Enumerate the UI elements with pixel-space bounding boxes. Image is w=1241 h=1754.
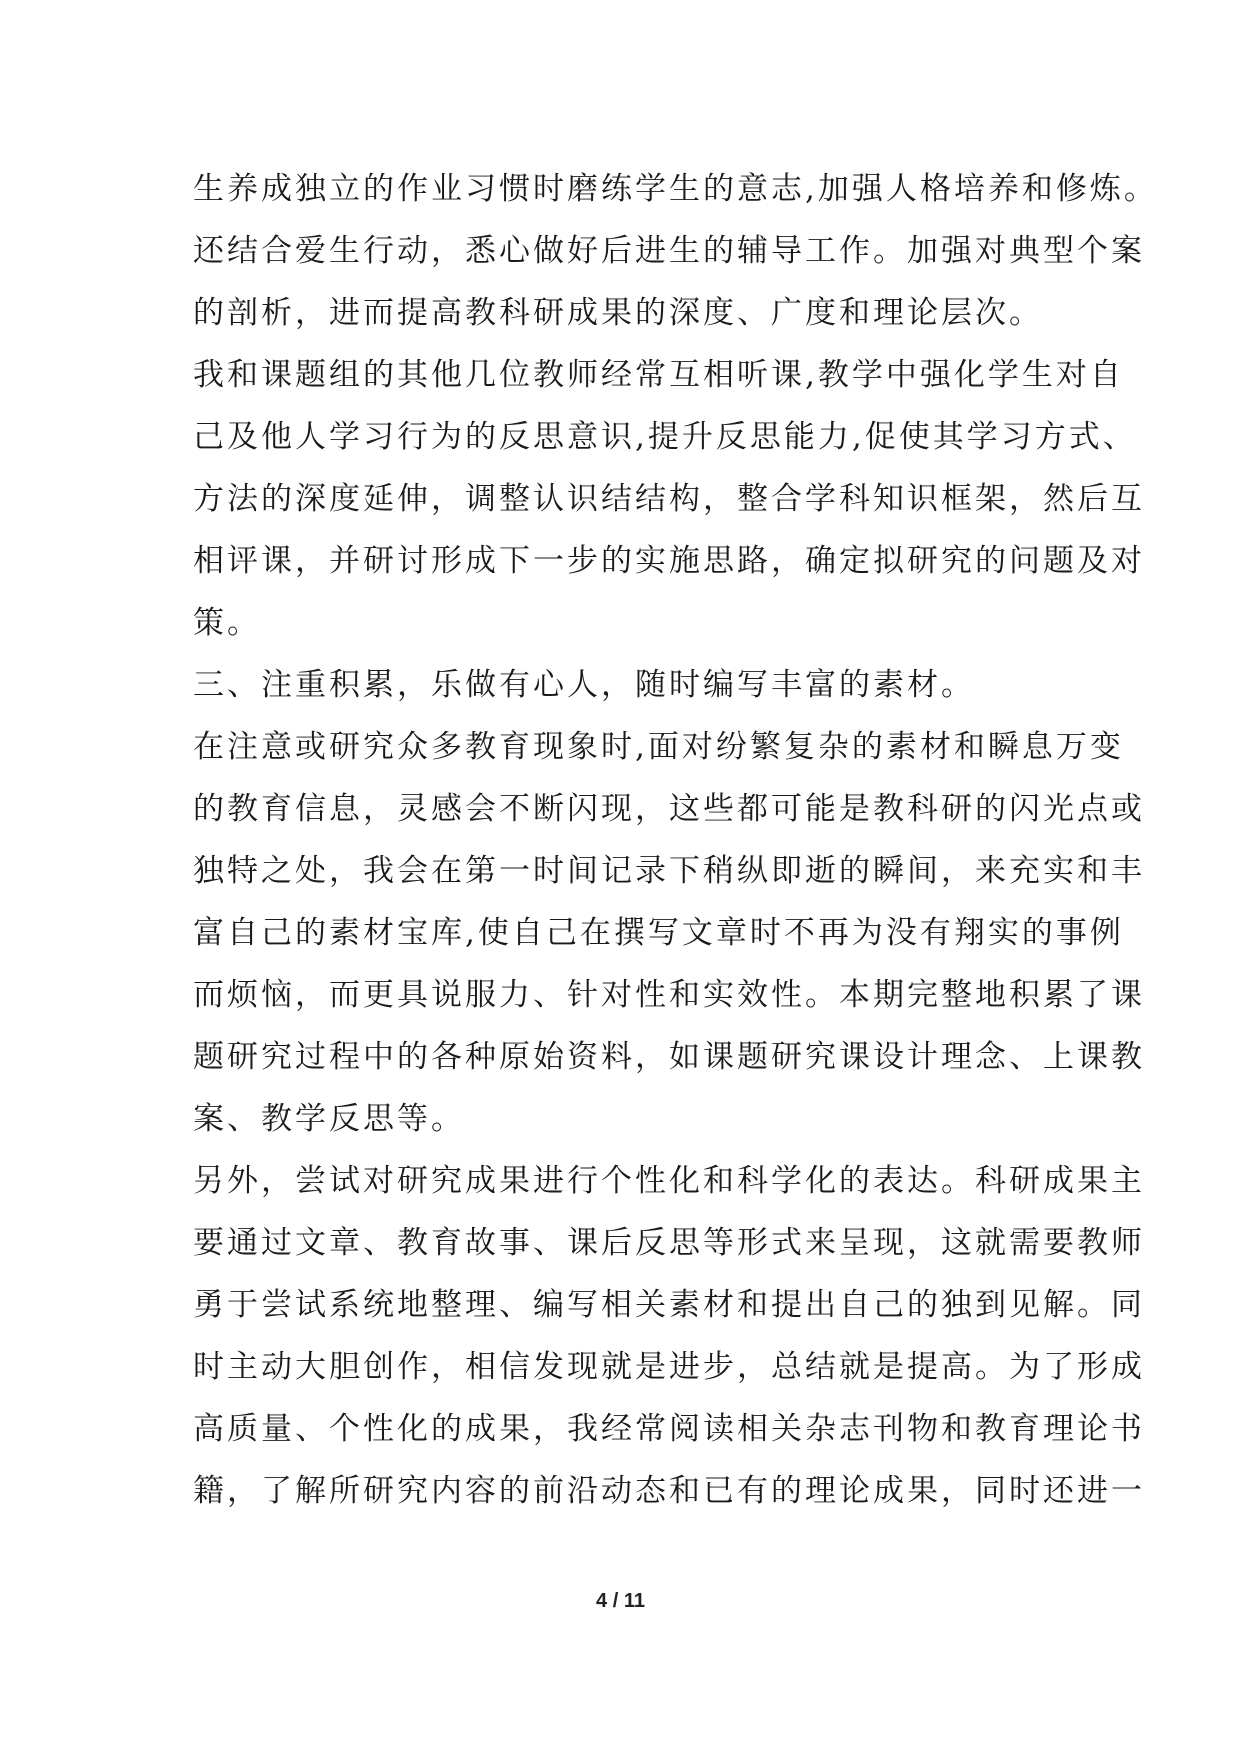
body-text [193, 158, 1158, 1522]
text-line: 独特之处，我会在第一时间记录下稍纵即逝的瞬间，来充实和丰 [193, 853, 1145, 889]
text-line: 勇于尝试系统地整理、编写相关素材和提出自己的独到见解。同 [193, 1287, 1145, 1323]
text-line: 在注意或研究众多教育现象时,面对纷繁复杂的素材和瞬息万变 [193, 729, 1124, 765]
text-line: 富自己的素材宝库,使自己在撰写文章时不再为没有翔实的事例 [193, 915, 1124, 951]
text-line: 时主动大胆创作，相信发现就是进步，总结就是提高。为了形成 [193, 1349, 1145, 1385]
text-line: 的剖析，进而提高教科研成果的深度、广度和理论层次。 [193, 295, 1043, 331]
text-line: 题研究过程中的各种原始资料，如课题研究课设计理念、上课教 [193, 1039, 1145, 1075]
text-line: 我和课题组的其他几位教师经常互相听课,教学中强化学生对自 [193, 357, 1124, 393]
text-line: 还结合爱生行动，悉心做好后进生的辅导工作。加强对典型个案 [193, 233, 1145, 269]
text-line: 相评课，并研讨形成下一步的实施思路，确定拟研究的问题及对 [193, 543, 1145, 579]
page-number: 4 / 11 [596, 1590, 645, 1612]
text-line: 而烦恼，而更具说服力、针对性和实效性。本期完整地积累了课 [193, 977, 1145, 1013]
text-line: 案、教学反思等。 [193, 1101, 465, 1137]
text-line: 要通过文章、教育故事、课后反思等形式来呈现，这就需要教师 [193, 1225, 1145, 1261]
text-line: 高质量、个性化的成果，我经常阅读相关杂志刊物和教育理论书 [193, 1411, 1145, 1447]
text-line: 另外，尝试对研究成果进行个性化和科学化的表达。科研成果主 [193, 1163, 1145, 1199]
section-heading: 三、注重积累，乐做有心人，随时编写丰富的素材。 [193, 667, 975, 703]
text-line: 方法的深度延伸，调整认识结结构，整合学科知识框架，然后互 [193, 481, 1145, 517]
text-line: 策。 [193, 605, 261, 641]
text-line: 己及他人学习行为的反思意识,提升反思能力,促使其学习方式、 [193, 419, 1137, 455]
text-line: 的教育信息，灵感会不断闪现，这些都可能是教科研的闪光点或 [193, 791, 1145, 827]
text-line: 籍，了解所研究内容的前沿动态和已有的理论成果，同时还进一 [193, 1473, 1145, 1509]
text-line: 生养成独立的作业习惯时磨练学生的意志,加强人格培养和修炼。 [193, 171, 1158, 207]
